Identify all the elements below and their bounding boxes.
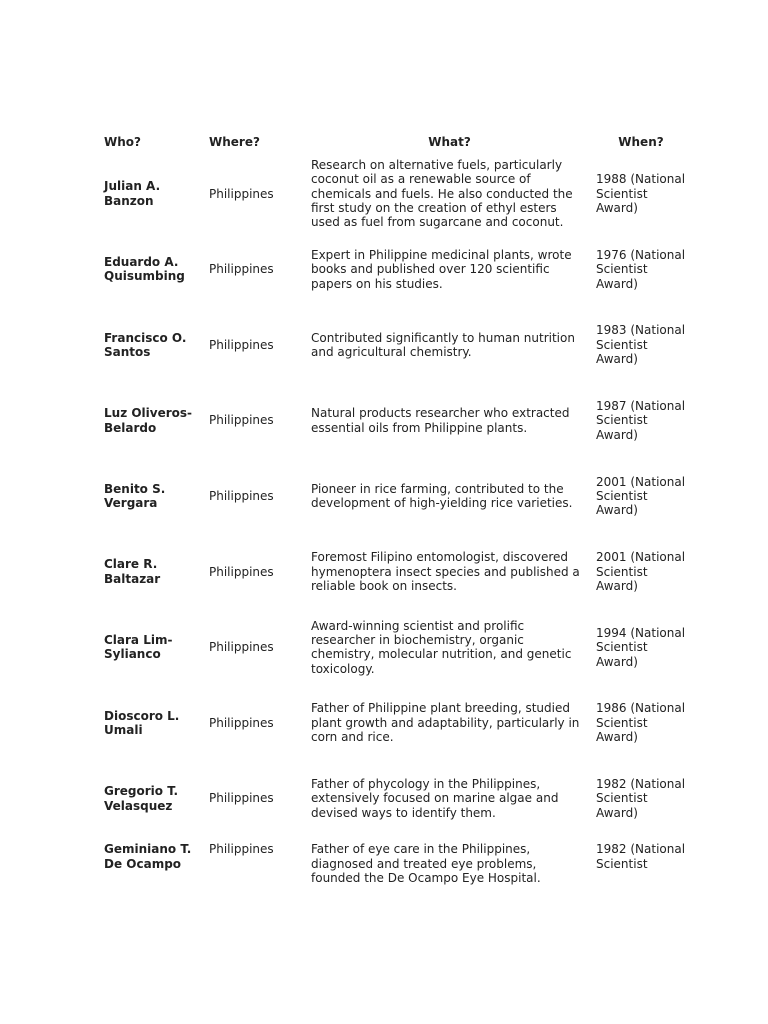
cell-what: Father of phycology in the Philippines, extensively focused on marine algae and devised ways to identify them. bbox=[311, 776, 559, 820]
cell-where: Philippines bbox=[209, 842, 274, 857]
cell-when: 1976 (National Scientist Award) bbox=[596, 247, 686, 291]
table-body bbox=[100, 156, 690, 896]
cell-when: 2001 (National Scientist Award) bbox=[596, 474, 686, 518]
table-header bbox=[100, 128, 690, 156]
table-row bbox=[100, 836, 690, 896]
table-row bbox=[100, 685, 690, 761]
cell-where: Philippines bbox=[209, 564, 274, 579]
header-where: Where? bbox=[209, 134, 260, 149]
cell-when: 1982 (National Scientist Award) bbox=[596, 776, 686, 820]
cell-what: Father of Philippine plant breeding, studied plant growth and adaptability, particularly in corn and rice. bbox=[311, 701, 580, 745]
cell-where: Philippines bbox=[209, 413, 274, 428]
header-row bbox=[100, 128, 690, 156]
cell-where: Philippines bbox=[209, 640, 274, 655]
cell-when: 1987 (National Scientist Award) bbox=[596, 398, 686, 442]
cell-when-text: 1982 (National Scientist bbox=[596, 842, 686, 871]
header-who: Who? bbox=[104, 134, 141, 149]
cell-who: Geminiano T. De Ocampo bbox=[104, 842, 192, 871]
table-row bbox=[100, 458, 690, 534]
cell-what: Father of eye care in the Philippines, diagnosed and treated eye problems, founded the De Ocampo Eye Hospital. bbox=[311, 842, 541, 886]
scientists-table bbox=[100, 128, 690, 896]
cell-where: Philippines bbox=[209, 791, 274, 806]
cell-where: Philippines bbox=[209, 262, 274, 277]
table-row bbox=[100, 307, 690, 383]
cell-what: Foremost Filipino entomologist, discovered hymenoptera insect species and published a reliable book on insects. bbox=[311, 550, 580, 593]
table-row bbox=[100, 610, 690, 686]
cell-who: Gregorio T. Velasquez bbox=[104, 784, 179, 813]
table-row bbox=[100, 156, 690, 232]
table-row bbox=[100, 761, 690, 837]
cell-what: Research on alternative fuels, particularly coconut oil as a renewable source of chemicals and fuels. He also conducted the first study on the creation of ethyl esters used as fuel from sugarcane and coconut. bbox=[311, 157, 573, 230]
cell-who: Eduardo A. Quisumbing bbox=[104, 254, 185, 284]
cell-who: Clara Lim-Sylianco bbox=[104, 632, 173, 662]
cell-who: Benito S. Vergara bbox=[104, 481, 166, 511]
header-what: What? bbox=[428, 134, 471, 149]
table-row bbox=[100, 534, 690, 610]
cell-who: Francisco O. Santos bbox=[104, 330, 187, 359]
cell-when: 1983 (National Scientist Award) bbox=[596, 323, 686, 367]
cell-when bbox=[592, 836, 690, 896]
cell-where: Philippines bbox=[209, 337, 274, 352]
header-when: When? bbox=[618, 134, 664, 149]
cell-when: 1994 (National Scientist Award) bbox=[596, 625, 686, 669]
cell-who: Clare R. Baltazar bbox=[104, 557, 161, 586]
cell-who: Dioscoro L. Umali bbox=[104, 708, 180, 737]
cell-what: Natural products researcher who extracted essential oils from Philippine plants. bbox=[311, 406, 570, 435]
cell-where: Philippines bbox=[209, 488, 274, 503]
cell-where: Philippines bbox=[209, 186, 274, 201]
table-row bbox=[100, 383, 690, 459]
cell-what: Pioneer in rice farming, contributed to the development of high-yielding rice varieties. bbox=[311, 481, 573, 511]
cell-who: Luz Oliveros-Belardo bbox=[104, 406, 193, 435]
cell-what: Contributed significantly to human nutrition and agricultural chemistry. bbox=[311, 330, 575, 359]
cell-when: 1986 (National Scientist Award) bbox=[596, 701, 686, 745]
cell-when: 1988 (National Scientist Award) bbox=[596, 172, 686, 215]
cell-who: Julian A. Banzon bbox=[104, 179, 161, 208]
cell-where: Philippines bbox=[209, 715, 274, 730]
cell-when: 2001 (National Scientist Award) bbox=[596, 550, 686, 593]
table-row bbox=[100, 232, 690, 308]
cell-what: Expert in Philippine medicinal plants, wrote books and published over 120 scientific papers on his studies. bbox=[311, 247, 572, 291]
cell-what: Award-winning scientist and prolific researcher in biochemistry, organic chemistry, molecular nutrition, and genetic toxicology. bbox=[311, 618, 572, 676]
